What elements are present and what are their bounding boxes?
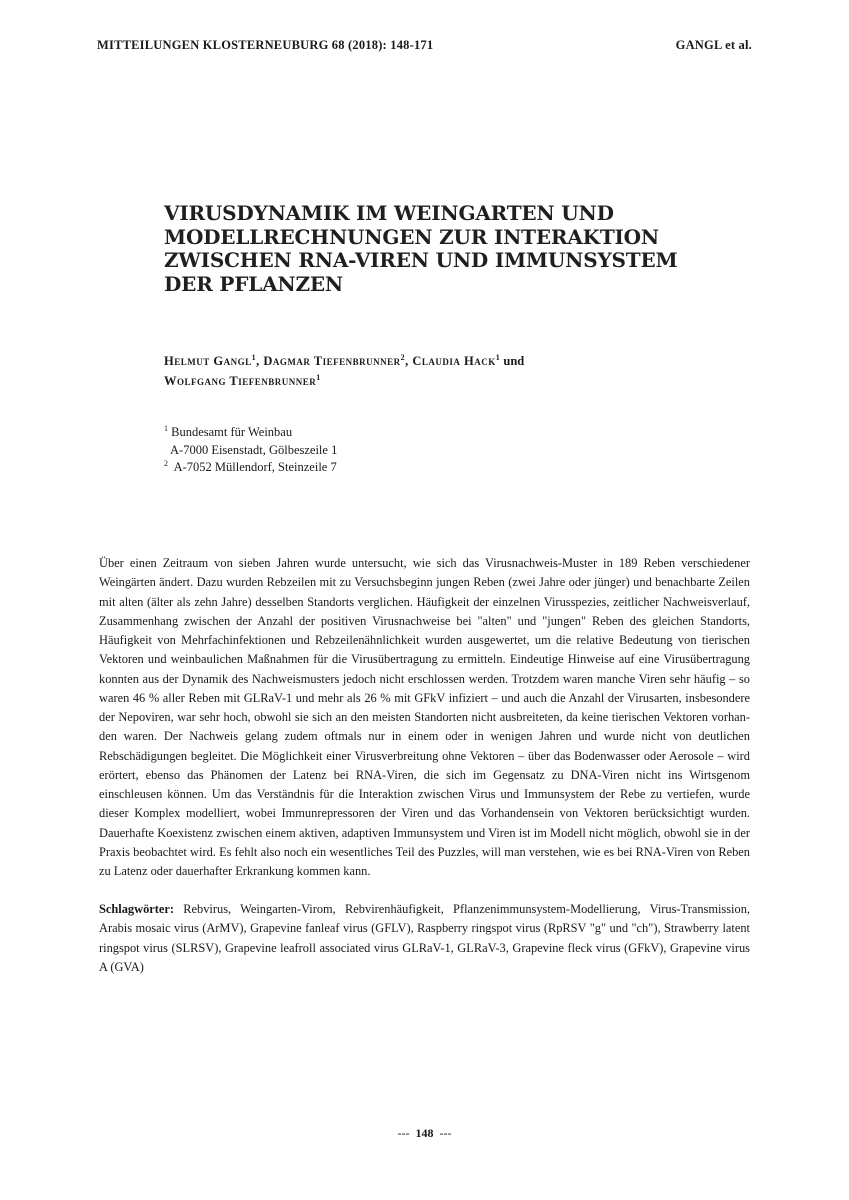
page-footer <box>0 1126 849 1141</box>
author-name: Helmut Gangl <box>164 354 252 368</box>
abstract: Über einen Zeitraum von sieben Jahren wurde untersucht, wie sich das Virusnachweis-Muster in 189 Reben verschiedener Weingärten ändert. Dazu wurden Rebzeilen mit zu Versuchsbeginn jungen Reben (zwei Jahre oder jünger) und benachbarte Zeilen mit alten (älter als zehn Jahre) desselben Standorts verglichen. Häufigkeit der einzelnen Virusspezies, zeitlicher Nachweisverlauf, Zusammenhang zwischen der Anzahl der positiven Virusnachweise bei "alten" und "jungen" Reben des gleichen Standorts, Häufigkeit von Mehrfachinfektionen und Rebzeilenähnlichkeit wurden ausgewertet, um die relative Bedeutung von tierischen Vektoren und weinbaulichen Maßnahmen für die Virusübertragung zu ermitteln. Eindeutige Hinweise auf eine Virusübertragung konnten aus der Dynamik des Nachweismusters jedoch nicht erschlossen werden. Trotzdem waren manche Viren sehr häufig – so waren 46 % aller Reben mit GLRaV-1 und mehr als 26 % mit GFkV infiziert – und auch die Anzahl der Virusarten, insbesondere der Nepoviren, war sehr hoch, obwohl sie sich an den meisten Standorten nicht ausbreiteten, da keine tierischen Vektoren vorhanden waren. Der Nachweis gelang zudem oftmals nur in einem oder in wenigen Jahren und wurde nicht von deutlichen Rebschädigungen begleitet. Die Möglichkeit einer Virusverbreitung ohne Vektoren – über das Bodenwasser oder Aerosole – wird erörtert, ebenso das Phänomen der Latenz bei RNA-Viren, die sich im Gegensatz zu DNA-Viren nicht ins Wirtsgenom einschleusen können. Um das Verständnis für die Interaktion zwischen Virus und Immunsystem der Rebe zu vertiefen, wurde dieser Komplex modelliert, wobei Immunrepressoren der Viren und das Vorhandensein von Vektoren berücksichtigt wurden. Dauerhafte Koexistenz zwischen einem aktiven, adaptiven Immunsystem und Viren ist im Modell nicht möglich, obwohl sie in der Praxis beobachtet wird. Es fehlt also noch ein wesentliches Teil des Puzzles, will man verstehen, wie es bei RNA-Viren von Reben zu Latenz oder dauerhafter Erkrankung kommen kann. <box>99 556 750 878</box>
affiliation-mark: 1 <box>164 423 168 433</box>
journal-citation: MITTEILUNGEN KLOSTERNEUBURG 68 (2018): 148-171 <box>97 38 434 52</box>
affiliation-mark: 1 <box>316 372 321 382</box>
keywords-text: Rebvirus, Weingarten-Virom, Rebvirenhäufigkeit, Pflanzenimmunsystem-Modellierung, Virus-Transmission, Arabis mosaic virus (ArMV), Grapevine fanleaf virus (GFLV), Raspberry ringspot virus (RpRSV "g" und "ch"), Strawberry latent ringspot virus (SLRSV), Grapevine leafroll associated virus GLRaV-1, GLRaV-3, Grapevine fleck virus (GFkV), Grapevine virus A (GVA) <box>99 902 750 974</box>
page-dash: --- <box>397 1126 410 1140</box>
affiliation-mark: 2 <box>164 458 168 468</box>
affiliation-2 <box>164 459 664 477</box>
keywords <box>99 900 750 977</box>
affiliation-mark: 1 <box>495 352 501 362</box>
title-line: MODELLRECHNUNGEN ZUR INTERAKTION <box>164 224 659 249</box>
running-head <box>97 38 752 54</box>
title-line: DER PFLANZEN <box>164 271 343 296</box>
author-conjunction: und <box>500 354 525 368</box>
affiliation-mark: 1 <box>251 352 257 362</box>
page-dash: --- <box>439 1126 452 1140</box>
affiliations <box>164 424 664 477</box>
page-number: 148 <box>415 1126 434 1140</box>
author-name: Dagmar Tiefenbrunner <box>263 354 401 368</box>
author-list <box>164 351 724 391</box>
affiliation-institution: Bundesamt für Weinbau <box>171 425 293 439</box>
running-head-authors: GANGL et al. <box>675 38 752 52</box>
affiliation-mark: 2 <box>400 352 406 362</box>
author-name: Wolfgang Tiefenbrunner <box>164 374 317 388</box>
author-separator: , <box>405 354 413 368</box>
affiliation-address: A-7052 Müllendorf, Steinzeile 7 <box>173 460 337 474</box>
title-line: VIRUSDYNAMIK IM WEINGARTEN UND <box>164 201 614 225</box>
affiliation-1 <box>164 424 664 442</box>
paper-title <box>164 202 724 296</box>
title-line: ZWISCHEN RNA-VIREN UND IMMUNSYSTEM <box>164 248 678 272</box>
keywords-label: Schlagwörter: <box>99 902 175 916</box>
affiliation-1-address: A-7000 Eisenstadt, Gölbeszeile 1 <box>170 442 338 457</box>
author-separator: , <box>256 354 264 368</box>
author-name: Claudia Hack <box>412 354 496 368</box>
